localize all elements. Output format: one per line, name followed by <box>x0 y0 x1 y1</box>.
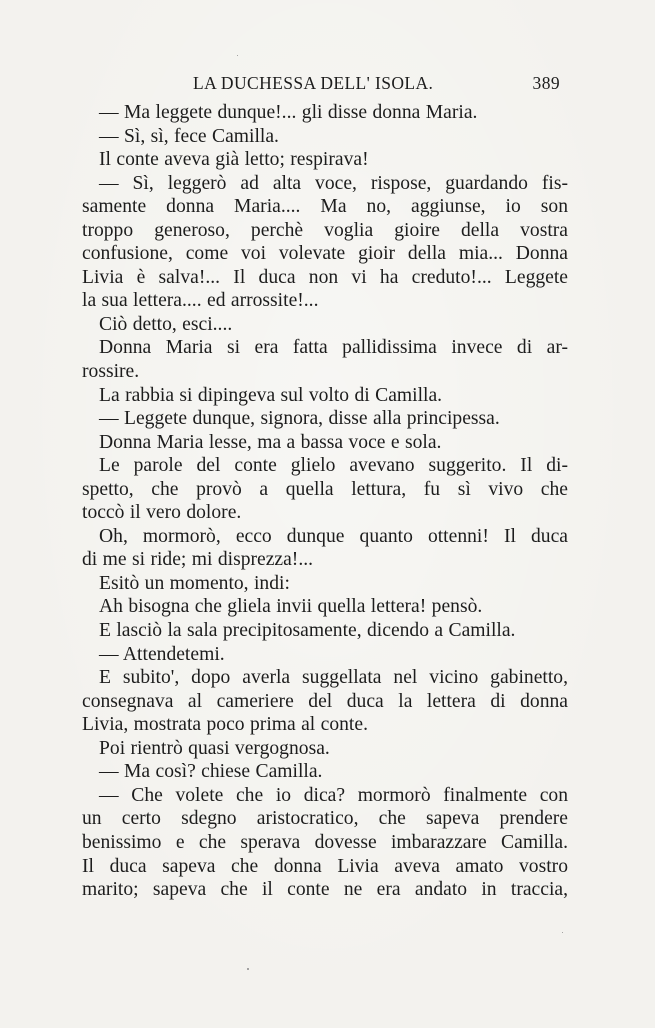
page-header <box>85 70 565 98</box>
text-line: toccò il vero dolore. <box>82 502 242 524</box>
text-line: La rabbia si dipingeva sul volto di Camilla. <box>99 384 443 406</box>
text-line: — Leggete dunque, signora, disse alla principessa. <box>99 408 500 430</box>
text-line: Donna Maria lesse, ma a bassa voce e sola. <box>99 431 442 453</box>
text-line: Esitò un momento, indi: <box>99 572 290 594</box>
text-line: — Ma così? chiese Camilla. <box>99 761 323 783</box>
running-title: LA DUCHESSA DELL' ISOLA. <box>193 73 434 93</box>
text-line: — Ma leggete dunque!... gli disse donna Maria. <box>99 102 478 123</box>
body-text <box>82 101 568 902</box>
text-line: Livia, mostrata poco prima al conte. <box>82 714 368 736</box>
text-line: Ah bisogna che gliela invii quella lettera! pensò. <box>99 596 483 618</box>
text-line: rossire. <box>82 361 140 383</box>
text-line: consegnava al cameriere del duca la lettera di donna <box>82 690 568 712</box>
text-line: di me si ride; mi disprezza!... <box>82 549 314 571</box>
paper-speck <box>237 55 238 56</box>
text-line: Poi rientrò quasi vergognosa. <box>99 737 330 759</box>
paper-speck <box>247 968 249 970</box>
text-line: Il conte aveva già letto; respirava! <box>99 149 369 171</box>
text-line: Donna Maria si era fatta pallidissima invece di ar- <box>99 337 568 359</box>
text-line: Oh, mormorò, ecco dunque quanto ottenni! Il duca <box>99 525 568 547</box>
text-line: la sua lettera.... ed arrossite!... <box>82 290 319 312</box>
text-line: Le parole del conte glielo avevano suggerito. Il di- <box>99 455 568 477</box>
text-line: — Che volete che io dica? mormorò finalmente con <box>99 784 568 806</box>
text-line: Livia è salva!... Il duca non vi ha creduto!... Leggete <box>82 266 568 288</box>
text-line: spetto, che provò a quella lettura, fu sì vivo che <box>82 478 568 500</box>
text-line: — Attendetemi. <box>99 643 225 665</box>
text-line: — Sì, leggerò ad alta voce, rispose, guardando fis- <box>99 172 568 194</box>
text-line: E lasciò la sala precipitosamente, dicendo a Camilla. <box>99 620 516 642</box>
text-line: Il duca sapeva che donna Livia aveva amato vostro <box>82 855 568 877</box>
text-line: — Sì, sì, fece Camilla. <box>99 125 279 147</box>
text-line: marito; sapeva che il conte ne era andato in traccia, <box>82 879 568 901</box>
text-line: troppo generoso, perchè voglia gioire della vostra <box>82 219 568 241</box>
text-line: Ciò detto, esci.... <box>99 313 233 335</box>
text-line: benissimo e che sperava dovesse imbarazzare Camilla. <box>82 831 568 853</box>
text-line: samente donna Maria.... Ma no, aggiunse, io son <box>82 196 568 218</box>
text-line: E subito', dopo averla suggellata nel vicino gabinetto, <box>99 667 568 689</box>
paper-speck <box>562 932 563 933</box>
text-line: un certo sdegno aristocratico, che sapeva prendere <box>82 808 568 830</box>
page-number: 389 <box>532 73 560 93</box>
text-line: confusione, come voi volevate gioir della mia... Donna <box>82 243 568 265</box>
